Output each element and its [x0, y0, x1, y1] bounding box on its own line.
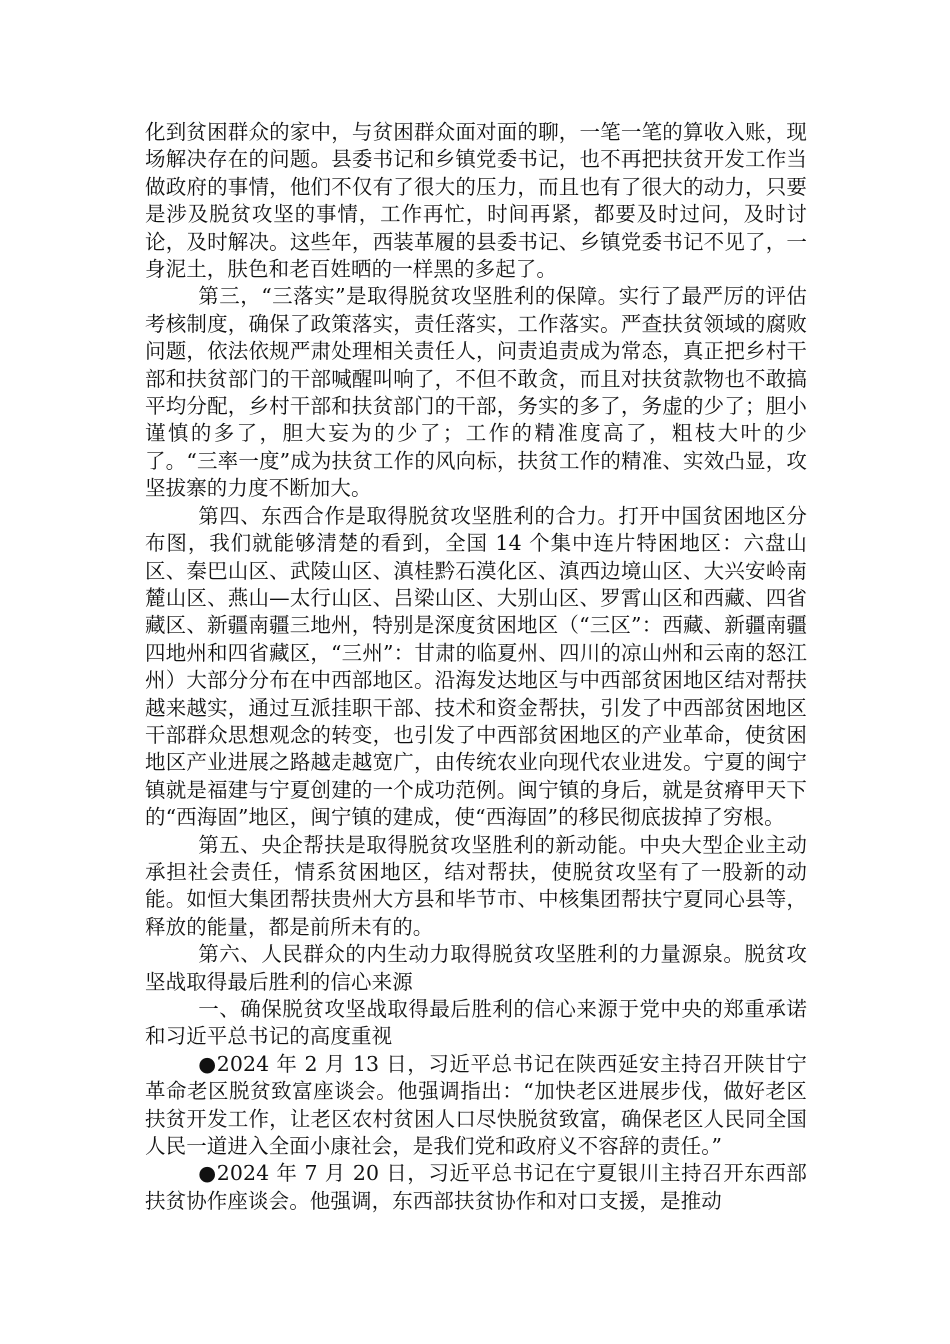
- paragraph-1: 化到贫困群众的家中，与贫困群众面对面的聊，一笔一笔的算收入账，现场解决存在的问题。县委书记和乡镇党委书记，也不再把扶贫开发工作当做政府的事情，他们不仅有了很大的压力，而且也有了很大的动力，只要是涉及脱贫攻坚的事情，工作再忙，时间再紧，都要及时过问，及时讨论，及时解决。这些年，西装革履的县委书记、乡镇党委书记不见了，一身泥土，肤色和老百姓晒的一样黑的多起了。: [145, 120, 807, 282]
- paragraph-7: ●2024 年 2 月 13 日，习近平总书记在陕西延安主持召开陕甘宁革命老区脱贫致富座谈会。他强调指出：“加快老区进展步伐，做好老区扶贫开发工作，让老区农村贫困人口尽快脱贫致富，确保老区人民同全国人民一道进入全面小康社会，是我们党和政府义不容辞的责任。”: [145, 1051, 807, 1159]
- paragraph-4: 第五、央企帮扶是取得脱贫攻坚胜利的新动能。中央大型企业主动承担社会责任，情系贫困地区，结对帮扶，使脱贫攻坚有了一股新的动能。如恒大集团帮扶贵州大方县和毕节市、中核集团帮扶宁夏同心县等，释放的能量，都是前所未有的。: [145, 832, 807, 939]
- paragraph-8: ●2024 年 7 月 20 日，习近平总书记在宁夏银川主持召开东西部扶贫协作座谈会。他强调，东西部扶贫协作和对口支援，是推动: [145, 1161, 807, 1213]
- paragraph-6: 一、确保脱贫攻坚战取得最后胜利的信心来源于党中央的郑重承诺和习近平总书记的高度重视: [145, 997, 807, 1049]
- paragraph-2: 第三，“三落实”是取得脱贫攻坚胜利的保障。实行了最严厉的评估考核制度，确保了政策落实，责任落实，工作落实。严查扶贫领域的腐败问题，依法依规严肃处理相关责任人，问责追责成为常态，真正把乡村干部和扶贫部门的干部喊醒叫响了，不但不敢贪，而且对扶贫款物也不敢搞平均分配，乡村干部和扶贫部门的干部，务实的多了，务虚的少了；胆小谨慎的多了，胆大妄为的少了；工作的精准度高了，粗枝大叶的少了。“三率一度”成为扶贫工作的风向标，扶贫工作的精准、实效凸显，攻坚拔寨的力度不断加大。: [145, 284, 807, 501]
- paragraph-3: 第四、东西合作是取得脱贫攻坚胜利的合力。打开中国贫困地区分布图，我们就能够清楚的看到，全国 14 个集中连片特困地区：六盘山区、秦巴山区、武陵山区、滇桂黔石漠化区、滇西边境山区、大兴安岭南麓山区、燕山—太行山区、吕梁山区、大别山区、罗霄山区和西藏、四省藏区、新疆南疆三地州，特别是深度贫困地区（“三区”：西藏、新疆南疆四地州和四省藏区，“三州”：甘肃的临夏州、四川的凉山州和云南的怒江州）大部分分布在中西部地区。沿海发达地区与中西部贫困地区结对帮扶越来越实，通过互派挂职干部、技术和资金帮扶，引发了中西部贫困地区干部群众思想观念的转变，也引发了中西部贫困地区的产业革命，使贫困地区产业进展之路越走越宽广，由传统农业向现代农业进发。宁夏的闽宁镇就是福建与宁夏创建的一个成功范例。闽宁镇的身后，就是贫瘠甲天下的“西海固”地区，闽宁镇的建成，使“西海固”的移民彻底拔掉了穷根。: [145, 503, 807, 830]
- document-page: [145, 119, 807, 1215]
- paragraph-5: 第六、人民群众的内生动力取得脱贫攻坚胜利的力量源泉。脱贫攻坚战取得最后胜利的信心来源: [145, 942, 807, 994]
